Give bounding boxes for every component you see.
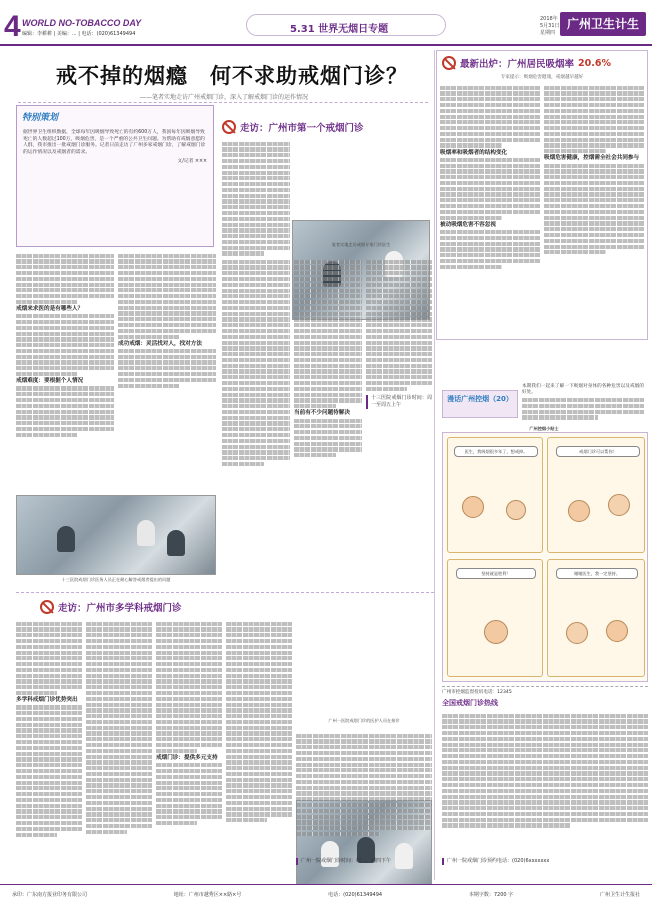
comic-column-title: 漫话广州控烟（20）	[442, 390, 518, 418]
subhead-5: 多学科戒烟门诊优势突出	[16, 697, 78, 704]
subhead-4: 当前有不少问题待解决	[294, 410, 350, 417]
s2-column-3	[156, 620, 222, 827]
s1-column-3	[294, 258, 362, 459]
no-smoking-icon	[222, 120, 236, 134]
bubble-3: 坚持就是胜利！	[456, 568, 536, 579]
main-subtitle: ——笔者实地走访广州戒烟门诊，深入了解戒烟门诊的运作情况	[140, 94, 309, 101]
stats-subhead-3: 吸烟危害健康，控烟需全社会共同参与	[544, 155, 640, 162]
masthead: 广州卫生计生	[560, 12, 646, 36]
hotline-note: 广州市控烟监督投诉电话：12345	[442, 686, 648, 695]
section-1-header	[222, 118, 432, 136]
s2-photo-caption: 广州一医院戒烟门诊的医护人员在接诊	[328, 718, 400, 723]
comic-intro	[522, 384, 644, 421]
stats-subhead-1: 吸烟率和吸烟者的结构变化	[440, 149, 508, 156]
section-1-title: 走访：广州市第一个戒烟门诊	[240, 123, 364, 134]
no-smoking-icon-2	[40, 600, 54, 614]
section-2-header	[40, 598, 300, 616]
stats-title-text: 最新出炉：广州居民吸烟率	[460, 59, 575, 70]
bubble-2: 戒烟门诊可以帮你！	[556, 446, 640, 457]
header-rule	[0, 44, 652, 46]
day-name: WORLD NO-TOBACCO DAY	[22, 18, 142, 28]
footer-address: 地址：广州市越秀区××路×号	[173, 892, 242, 898]
lead-text: 据世界卫生组织数据，全球每年因吸烟导致死亡的有约600万人，我国每年因吸烟导致死亡的人数超过100万，吸烟危害，是一个严重的公共卫生问题。为帮助有戒烟意愿的人群，我市推出一批戒烟门诊服务。记者日前走访了广州多家戒烟门诊，了解戒烟门诊的运作情况以及戒烟者的需求。	[23, 130, 206, 155]
comic-panel-4	[547, 559, 645, 677]
s2-column-4	[226, 620, 292, 824]
left-column-1	[16, 252, 114, 438]
bottom-right-text	[442, 712, 648, 829]
s2-column-1	[16, 620, 82, 838]
comic-strip	[442, 432, 648, 682]
comic-panel-1	[447, 437, 543, 553]
left-photo-caption: 十三医院戒烟门诊医务人员正在耐心解答戒烟者提出的问题	[61, 577, 171, 582]
s1-column-1	[222, 140, 290, 257]
issue-date	[540, 16, 560, 37]
smoking-rate: 20.6%	[578, 57, 611, 69]
comic-panel-2	[547, 437, 645, 553]
stats-subtitle: 专家提示：吸烟危害健康，戒烟越早越好	[500, 75, 584, 80]
date-day: 5月31日	[540, 23, 560, 29]
section-2-divider	[16, 592, 434, 593]
comic-panel-3	[447, 559, 543, 677]
s1-column-2	[222, 258, 290, 468]
bottom-right-box: 广州一院戒烟门诊预约电话：(020)6xxxxxxx	[442, 858, 648, 865]
editors-line: 编辑：李耕耕 | 美编：... | 电话：(020)61349494	[22, 31, 136, 37]
comic-intro-text: 本期我们一起来了解一下吸烟对身体的各种危害以及戒烟的好处。	[522, 384, 644, 396]
column-separator	[434, 50, 435, 880]
no-smoking-icon-3	[442, 56, 456, 70]
page-footer	[0, 884, 652, 904]
date-year: 2018年	[540, 16, 558, 22]
bubble-4: 谢谢医生，我一定坚持。	[556, 568, 638, 579]
s2-column-2	[86, 620, 152, 836]
bottom-right-header	[442, 696, 648, 710]
page-number: 4	[4, 10, 21, 43]
left-column-2	[118, 252, 216, 389]
footer-wordcount: 本期字数：7200 字	[468, 892, 514, 898]
footer-phone: 电话：(020)61349494	[328, 892, 383, 898]
stats-column-1	[440, 84, 540, 270]
s2-column-5	[296, 732, 432, 838]
stats-subhead-2: 被动吸烟危害不容忽视	[440, 221, 496, 228]
main-headline: 戒不掉的烟瘾 何不求助戒烟门诊？	[56, 63, 408, 88]
title-divider	[18, 102, 428, 103]
subhead-1: 戒烟来求医的是有哪些人？	[16, 306, 84, 313]
section-2-title: 走访：广州市多学科戒烟门诊	[58, 603, 182, 614]
clinic-photo-left	[16, 495, 216, 575]
subhead-2: 戒烟难度：要根据个人情况	[16, 378, 84, 385]
lead-box	[16, 105, 214, 247]
footer-printer: 承印：广东南方报业印务有限公司	[12, 892, 88, 898]
stats-column-2	[544, 84, 644, 256]
s1-info-box: 十三医院戒烟门诊时间：周一至周五上午	[366, 395, 432, 409]
byline: 文/记者 ×××	[177, 159, 207, 165]
subhead-6: 戒烟门诊：提供多元支持	[156, 754, 218, 761]
footer-publisher: 广州卫生计生报社	[599, 892, 640, 898]
bottom-right-title: 全国戒烟门诊热线	[442, 699, 498, 707]
date-weekday: 星期四	[540, 30, 556, 36]
s2-info-box: 广州一院戒烟门诊时间：周二、周四下午	[296, 858, 432, 865]
section-title: 5.31 世界无烟日专题	[290, 24, 389, 35]
s1-photo-caption: 笔者实地走访戒烟专家门诊医生	[331, 242, 391, 247]
comic-title: 广州控烟小贴士	[529, 426, 559, 431]
special-badge: 特别策划	[22, 113, 59, 123]
bubble-1: 医生，我吸烟很多年了，想戒掉。	[454, 446, 538, 457]
s1-column-4	[366, 258, 432, 409]
stats-title	[442, 56, 646, 70]
subhead-3: 成功戒烟：灵活找对人，找对方法	[118, 340, 202, 347]
